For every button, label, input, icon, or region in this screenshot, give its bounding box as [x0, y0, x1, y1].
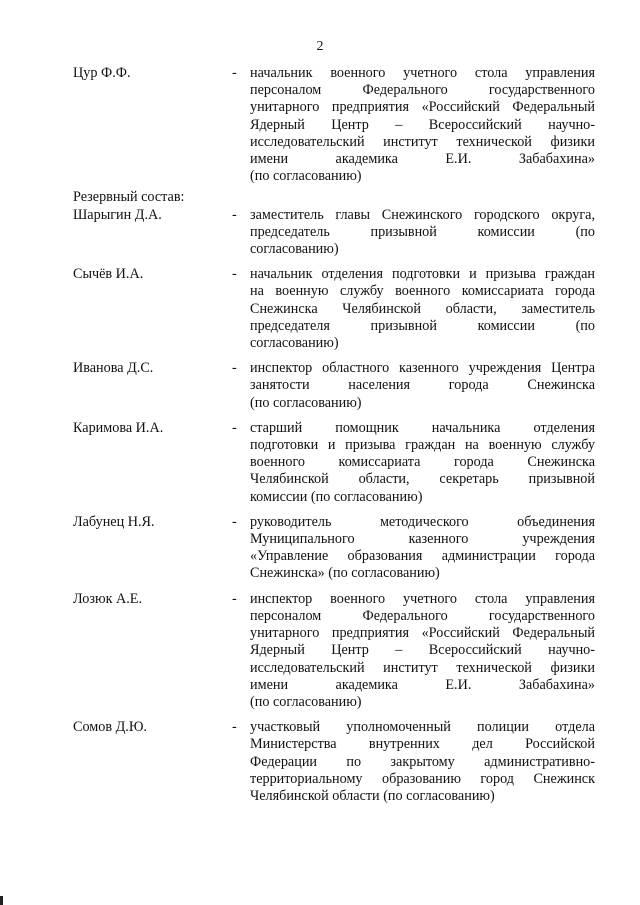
role-line: старший помощник начальника отделения: [250, 419, 595, 436]
reserve-section-label: Резервный состав:: [73, 189, 185, 206]
member-role: [250, 514, 595, 583]
role-line: Ядерный Центр – Всероссийский научно-: [250, 642, 595, 659]
role-line: инспектор военного учетного стола управления: [250, 590, 595, 607]
member-role: [250, 266, 595, 352]
role-line: на военную службу военного комиссариата города: [250, 283, 595, 300]
role-line: Федерации по закрытому административно-: [250, 753, 595, 770]
role-line: Снежинска Челябинской области, заместитель: [250, 300, 595, 317]
member-role: [250, 360, 595, 412]
role-line: инспектор областного казенного учреждения Центра: [250, 360, 595, 377]
role-line: Ядерный Центр – Всероссийский научно-: [250, 116, 595, 133]
reserve-member-row: [73, 719, 597, 805]
member-name: Лозюк А.Е.: [73, 590, 143, 607]
role-line: унитарного предприятия «Российский Федеральный: [250, 99, 595, 116]
role-line: участковый уполномоченный полиции отдела: [250, 719, 595, 736]
role-line: имени академика Е.И. Забабахина»: [250, 676, 595, 693]
member-role: [250, 207, 595, 259]
member-name: Иванова Д.С.: [73, 360, 154, 377]
role-line: согласованию): [250, 335, 339, 352]
role-line: военного комиссариата города Снежинска: [250, 454, 595, 471]
role-line: имени академика Е.И. Забабахина»: [250, 151, 595, 168]
role-line: исследовательский институт технической физики: [250, 659, 595, 676]
member-role: [250, 591, 595, 711]
member-dash: -: [232, 419, 237, 436]
page-number: 2: [316, 39, 324, 54]
member-name: Шарыгин Д.А.: [73, 206, 162, 223]
reserve-member-row: [73, 514, 597, 583]
role-line: подготовки и призыва граждан на военную службу: [250, 437, 595, 454]
member-dash: -: [232, 590, 237, 607]
role-line: территориальному образованию город Снежинск: [250, 770, 595, 787]
reserve-member-row: [73, 207, 597, 259]
member-role: [250, 65, 595, 185]
role-line: начальник военного учетного стола управления: [250, 65, 595, 81]
member-name: Сычёв И.А.: [73, 266, 144, 283]
role-line: (по согласованию): [250, 693, 362, 710]
role-line: персоналом Федерального государственного: [250, 82, 595, 99]
role-line: Министерства внутренних дел Российской: [250, 736, 595, 753]
member-name: Сомов Д.Ю.: [73, 719, 147, 736]
role-line: «Управление образования администрации города: [250, 548, 595, 565]
reserve-member-row: [73, 591, 597, 711]
member-dash: -: [232, 719, 237, 736]
member-dash: -: [232, 513, 237, 530]
member-dash: -: [232, 206, 237, 223]
role-line: (по согласованию): [250, 168, 362, 185]
member-role: [250, 719, 595, 805]
role-line: согласованию): [250, 241, 339, 258]
reserve-member-row: [73, 360, 597, 412]
member-dash: -: [232, 65, 237, 81]
role-line: исследовательский институт технической физики: [250, 133, 595, 150]
role-line: комиссии (по согласованию): [250, 488, 423, 505]
member-name: Цур Ф.Ф.: [73, 65, 131, 81]
scan-edge-mark: [0, 896, 3, 905]
role-line: заместитель главы Снежинского городского округа,: [250, 206, 595, 223]
role-line: начальник отделения подготовки и призыва граждан: [250, 266, 595, 283]
role-line: занятости населения города Снежинска: [250, 377, 595, 394]
role-line: Снежинска» (по согласованию): [250, 565, 440, 582]
role-line: руководитель методического объединения: [250, 513, 595, 530]
member-dash: -: [232, 360, 237, 377]
role-line: (по согласованию): [250, 394, 362, 411]
member-dash: -: [232, 266, 237, 283]
role-line: унитарного предприятия «Российский Федеральный: [250, 625, 595, 642]
reserve-member-row: [73, 266, 597, 352]
member-role: [250, 420, 595, 506]
role-line: председателя призывной комиссии (по: [250, 317, 595, 334]
commission-list: [73, 65, 597, 805]
role-line: председатель призывной комиссии (по: [250, 223, 595, 240]
member-name: Лабунец Н.Я.: [73, 513, 155, 530]
reserve-member-row: [73, 420, 597, 506]
member-name: Каримова И.А.: [73, 419, 164, 436]
role-line: Челябинской области (по согласованию): [250, 787, 495, 804]
member-row: [73, 65, 597, 185]
role-line: Муниципального казенного учреждения: [250, 531, 595, 548]
role-line: Челябинской области, секретарь призывной: [250, 471, 595, 488]
role-line: персоналом Федерального государственного: [250, 607, 595, 624]
